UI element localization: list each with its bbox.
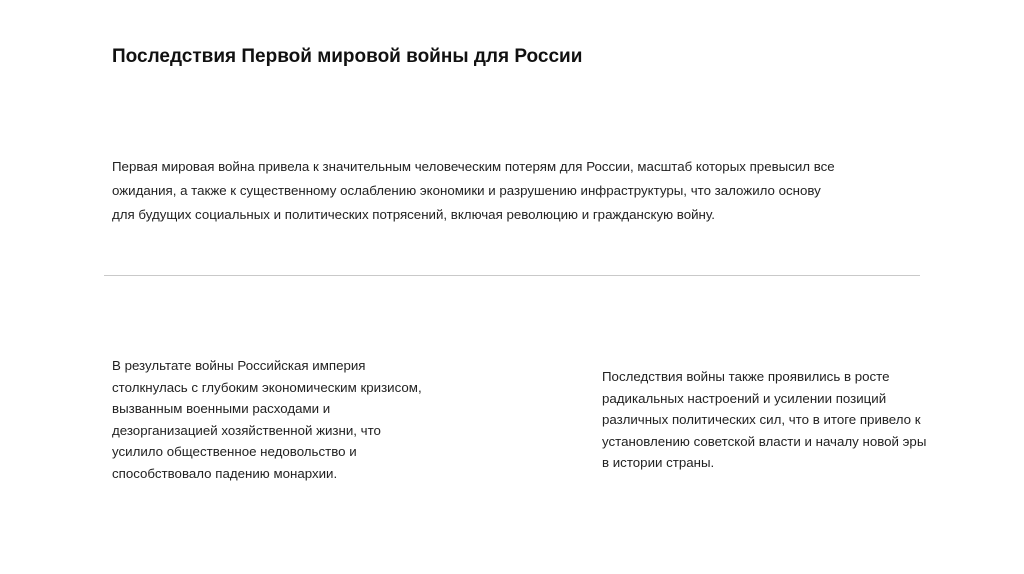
left-column-line: столкнулась с глубоким экономическим кризисом, [112,379,422,395]
left-column-line: дезорганизацией хозяйственной жизни, что [112,422,381,438]
right-column-text [602,366,962,474]
right-column-line: Последствия войны также проявились в росте [602,369,890,384]
left-column-text [112,355,472,485]
intro-line: для будущих социальных и политических потрясений, включая революцию и гражданскую войну. [112,207,715,222]
slide-title: Последствия Первой мировой войны для России [112,46,583,67]
intro-line: ожидания, а также к существенному ослаблению экономики и разрушению инфраструктуры, что заложило основу [112,183,821,198]
horizontal-divider [104,275,920,276]
right-column-line: радикальных настроений и усилении позиций [602,390,887,406]
left-column-line: способствовало падению монархии. [112,465,338,481]
right-column-line: в истории страны. [602,455,715,471]
intro-paragraph [112,155,872,227]
right-column-line: установлению советской власти и началу новой эры [602,433,927,449]
left-column-line: усилило общественное недовольство и [112,444,357,460]
intro-line: Первая мировая война привела к значительным человеческим потерям для России, масштаб которых превысил все [112,159,835,174]
right-column-line: различных политических сил, что в итоге привело к [602,412,921,428]
left-column-line: В результате войны Российская империя [112,358,366,373]
left-column-line: вызванным военными расходами и [112,401,331,417]
